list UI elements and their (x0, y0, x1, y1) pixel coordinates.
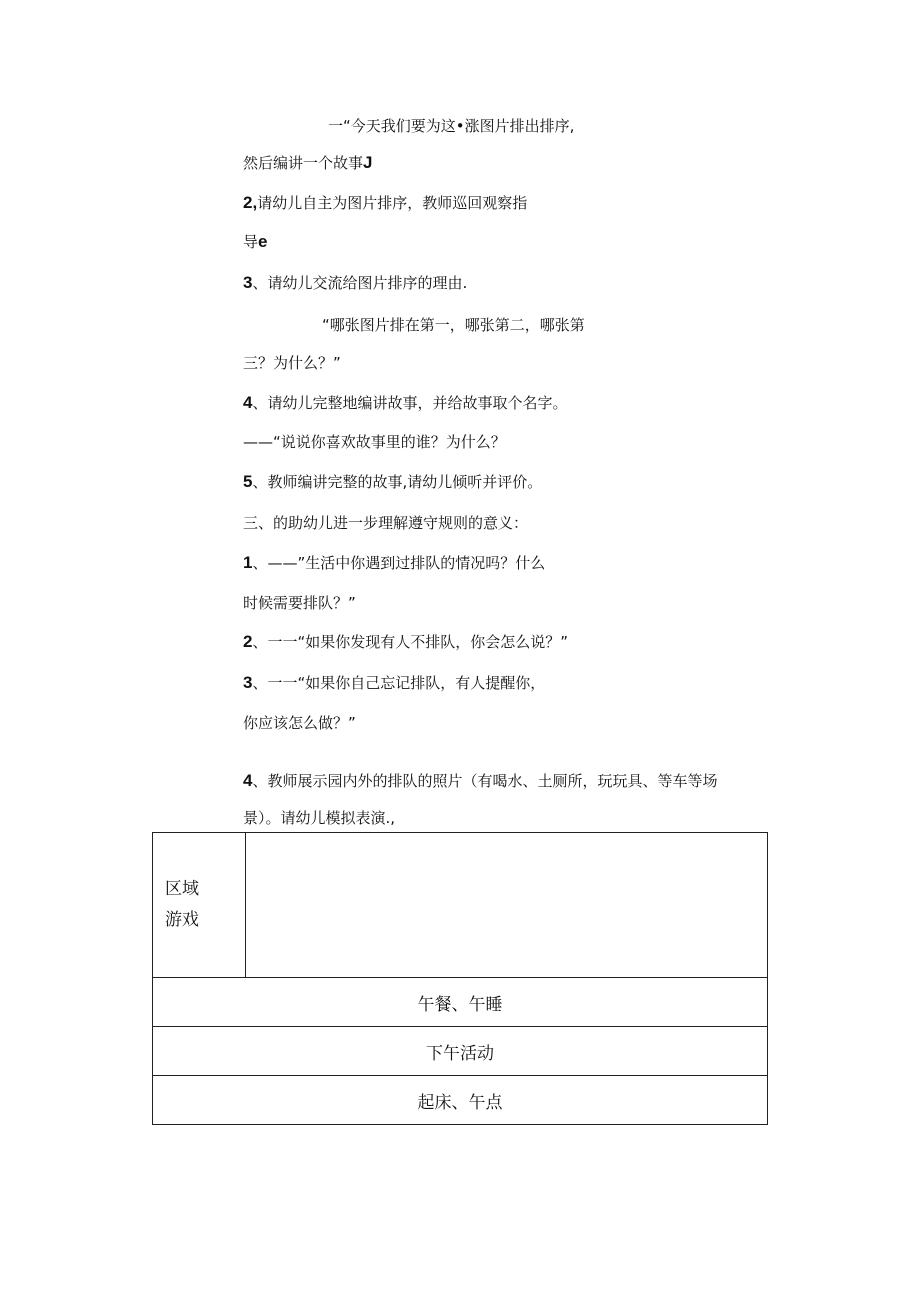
line-4: 导e (243, 232, 268, 251)
line-9: ——“说说你喜欢故事里的谁？为什么？ (243, 433, 506, 451)
line-10: 5、教师编讲完整的故事,请幼儿倾听并评价。 (243, 472, 543, 491)
line-3: 2,请幼儿自主为图片排序，教师巡回观察指 (243, 193, 528, 212)
line-7: 三？为什么？” (243, 354, 341, 372)
line-15: 3、一一“如果你自己忘记排队，有人提醒你， (243, 673, 546, 692)
table-row (153, 833, 768, 978)
area-label-line-2: 游戏 (165, 910, 199, 930)
line-5: 3、请幼儿交流给图片排序的理由. (243, 273, 468, 292)
line-11: 三、的助幼儿进一步理解遵守规则的意义： (243, 514, 529, 532)
table-row (153, 978, 768, 1027)
list-number: 3 (243, 273, 253, 292)
list-number: 3 (243, 673, 253, 692)
area-label-line-1: 区域 (165, 879, 199, 899)
line-18: 景）。请幼儿模拟表演., (243, 809, 396, 827)
list-number: 2 (243, 632, 253, 651)
table-row (153, 1027, 768, 1076)
list-number: 4 (243, 393, 253, 412)
list-number: 2, (243, 193, 258, 212)
line-14: 2、一一“如果你发现有人不排队，你会怎么说？” (243, 632, 569, 651)
area-games-content-cell (246, 833, 768, 978)
list-number: 5 (243, 472, 253, 491)
line-12: 1、——”生活中你遇到过排队的情况吗？什么 (243, 553, 546, 572)
wakeup-snack-cell: 起床、午点 (153, 1076, 768, 1125)
list-number: 1 (243, 553, 253, 572)
line-suffix: J (363, 153, 373, 172)
line-suffix: e (258, 232, 268, 251)
line-16: 你应该怎么做？” (243, 714, 356, 732)
line-2: 然后编讲一个故事J (243, 153, 373, 172)
line-6: “哪张图片排在第一，哪张第二，哪张第 (322, 316, 585, 334)
area-games-label-cell (153, 833, 246, 978)
list-number: 4 (243, 771, 253, 790)
afternoon-activity-cell: 下午活动 (153, 1027, 768, 1076)
lunch-nap-cell: 午餐、午睡 (153, 978, 768, 1027)
schedule-table (152, 832, 768, 1125)
line-8: 4、请幼儿完整地编讲故事，并给故事取个名字。 (243, 393, 568, 412)
line-17: 4、教师展示园内外的排队的照片（有喝水、土厕所，玩玩具、等车等场 (243, 771, 718, 790)
line-13: 时候需要排队？” (243, 594, 356, 612)
line-1: 一“今天我们要为这•涨图片排出排序, (328, 117, 575, 135)
table-row (153, 1076, 768, 1125)
